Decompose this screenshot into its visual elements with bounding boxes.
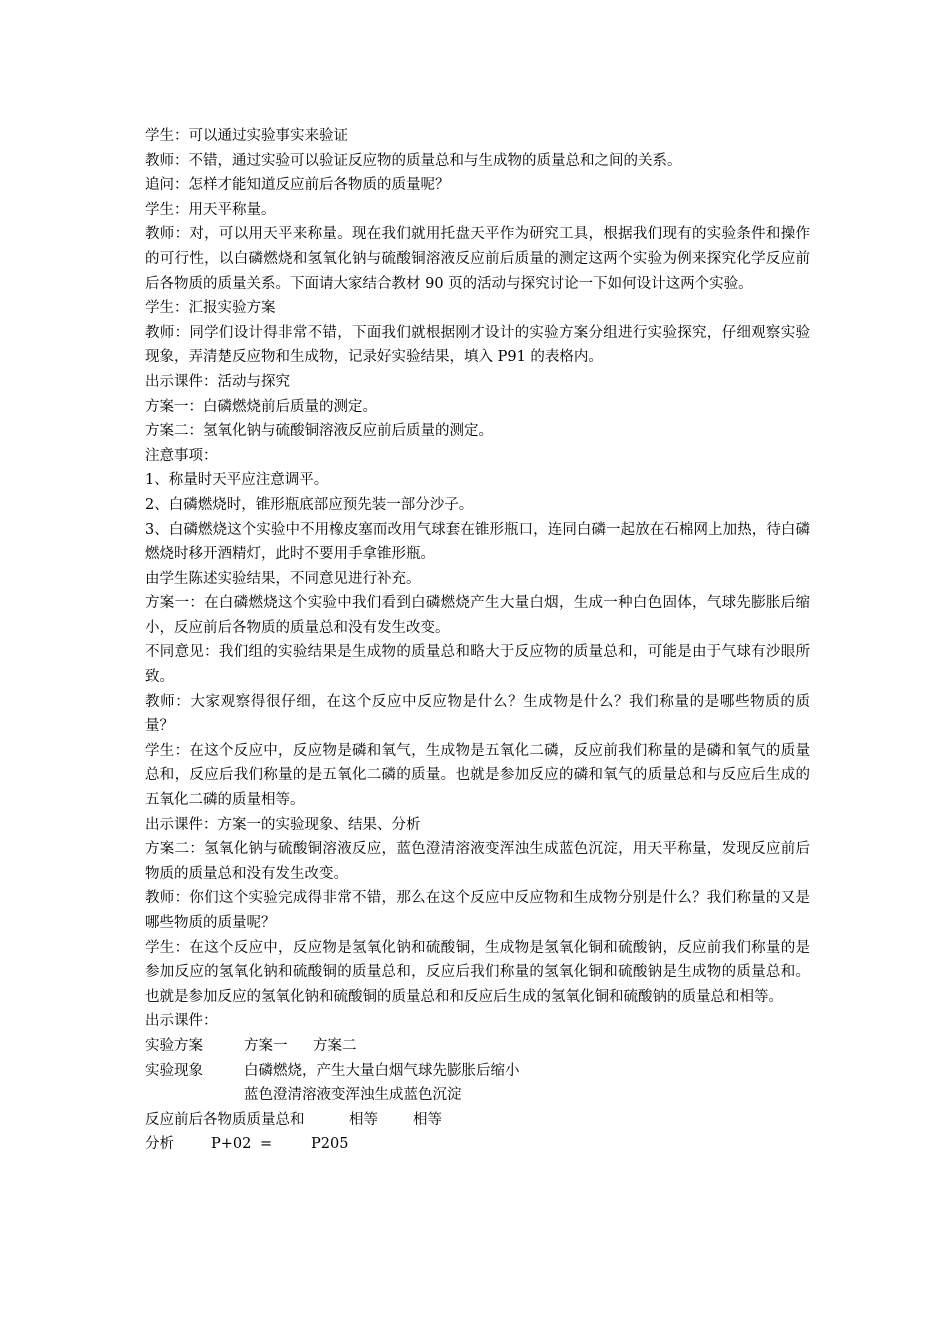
table-row [145, 1132, 810, 1157]
text-paragraph: 教师：同学们设计得非常不错，下面我们就根据刚才设计的实验方案分组进行实验探究，仔细观察实验现象，弄清楚反应物和生成物，记录好实验结果，填入 P91 的表格内。 [145, 324, 810, 366]
row-label: 实验方案 [145, 1037, 203, 1054]
text-line: 学生：可以通过实验事实来验证 [145, 128, 348, 144]
row-cell: 相等 [349, 1111, 378, 1128]
row-cell: = [260, 1136, 273, 1153]
text-paragraph: 3、白磷燃烧这个实验中不用橡皮塞而改用气球套在锥形瓶口，连同白磷一起放在石棉网上加热，待白磷燃烧时移开酒精灯，此时不要用手拿锥形瓶。 [145, 521, 810, 563]
text-line: 注意事项： [145, 447, 218, 464]
text-paragraph: 教师：你们这个实验完成得非常不错，那么在这个反应中反应物和生成物分别是什么？我们称量的又是哪些物质的质量呢？ [145, 890, 810, 931]
text-line: 出示课件：方案一的实验现象、结果、分析 [145, 816, 421, 833]
row-cell: 方案二 [313, 1037, 357, 1054]
row-cell: P205 [311, 1136, 349, 1153]
text-paragraph: 方案一：在白磷燃烧这个实验中我们看到白磷燃烧产生大量白烟，生成一种白色固体，气球先膨胀后缩小，反应前后各物质的质量总和没有发生改变。 [145, 595, 810, 636]
text-line: 学生：汇报实验方案 [145, 300, 276, 317]
text-line: 方案一：白磷燃烧前后质量的测定。 [145, 398, 377, 415]
table-row [145, 1083, 810, 1108]
table-row [145, 1059, 810, 1084]
table-row [145, 1034, 810, 1059]
text-paragraph: 学生：在这个反应中，反应物是磷和氧气，生成物是五氧化二磷，反应前我们称量的是磷和氧气的质量总和，反应后我们称量的是五氧化二磷的质量。也就是参加反应的磷和氧气的质量总和与反应后生成的五氧化二磷的质量相等。 [145, 742, 810, 809]
table-row [145, 1108, 810, 1133]
text-paragraph: 方案二：氢氧化钠与硫酸铜溶液反应，蓝色澄清溶液变浑浊生成蓝色沉淀，用天平称量，发现反应前后物质的质量总和没有发生改变。 [145, 841, 810, 882]
text-line: 学生：用天平称量。 [145, 201, 276, 218]
text-line: 由学生陈述实验结果，不同意见进行补充。 [145, 570, 421, 587]
text-line: 出示课件： [145, 1013, 218, 1030]
text-line: 教师：不错，通过实验可以验证反应物的质量总和与生成物的质量总和之间的关系。 [145, 152, 682, 169]
row-cell: 蓝色澄清溶液变浑浊生成蓝色沉淀 [244, 1087, 462, 1104]
text-paragraph: 教师：大家观察得很仔细，在这个反应中反应物是什么？生成物是什么？我们称量的是哪些物质的质量？ [145, 693, 810, 735]
text-line: 方案二：氢氧化钠与硫酸铜溶液反应前后质量的测定。 [145, 423, 493, 440]
row-label: 实验现象 [145, 1062, 203, 1079]
text-line: 追问：怎样才能知道反应前后各物质的质量呢？ [145, 177, 450, 194]
text-line: 2、白磷燃烧时，锥形瓶底部应预先装一部分沙子。 [145, 496, 474, 513]
text-paragraph: 不同意见：我们组的实验结果是生成物的质量总和略大于反应物的质量总和，可能是由于气球有沙眼所致。 [145, 644, 810, 686]
text-paragraph: 教师：对，可以用天平来称量。现在我们就用托盘天平作为研究工具，根据我们现有的实验条件和操作的可行性，以白磷燃烧和氢氧化钠与硫酸铜溶液反应前后质量的测定这两个实验为例来探究化学反应前后各物质的质量关系。下面请大家结合教材 90 页的活动与探究讨论一下如何设计这两个实验。 [145, 226, 810, 292]
row-cell: 相等 [413, 1111, 442, 1128]
document-page [145, 124, 810, 1157]
row-cell: 方案一 [244, 1037, 288, 1054]
text-paragraph: 学生：在这个反应中，反应物是氢氧化钠和硫酸铜，生成物是氢氧化铜和硫酸钠，反应前我们称量的是参加反应的氢氧化钠和硫酸铜的质量总和，反应后我们称量的氢氧化铜和硫酸钠是生成物的质量总和。也就是参加反应的氢氧化钠和硫酸铜的质量总和和反应后生成的氢氧化铜和硫酸钠的质量总和相等。 [145, 939, 810, 1005]
row-cell: 白磷燃烧，产生大量白烟气球先膨胀后缩小 [244, 1062, 520, 1079]
text-line: 1、称量时天平应注意调平。 [145, 472, 329, 489]
row-label: 分析 [145, 1136, 174, 1153]
row-label: 反应前后各物质质量总和 [145, 1111, 305, 1128]
text-line: 出示课件：活动与探究 [145, 373, 290, 390]
row-cell: P+02 [211, 1136, 252, 1153]
